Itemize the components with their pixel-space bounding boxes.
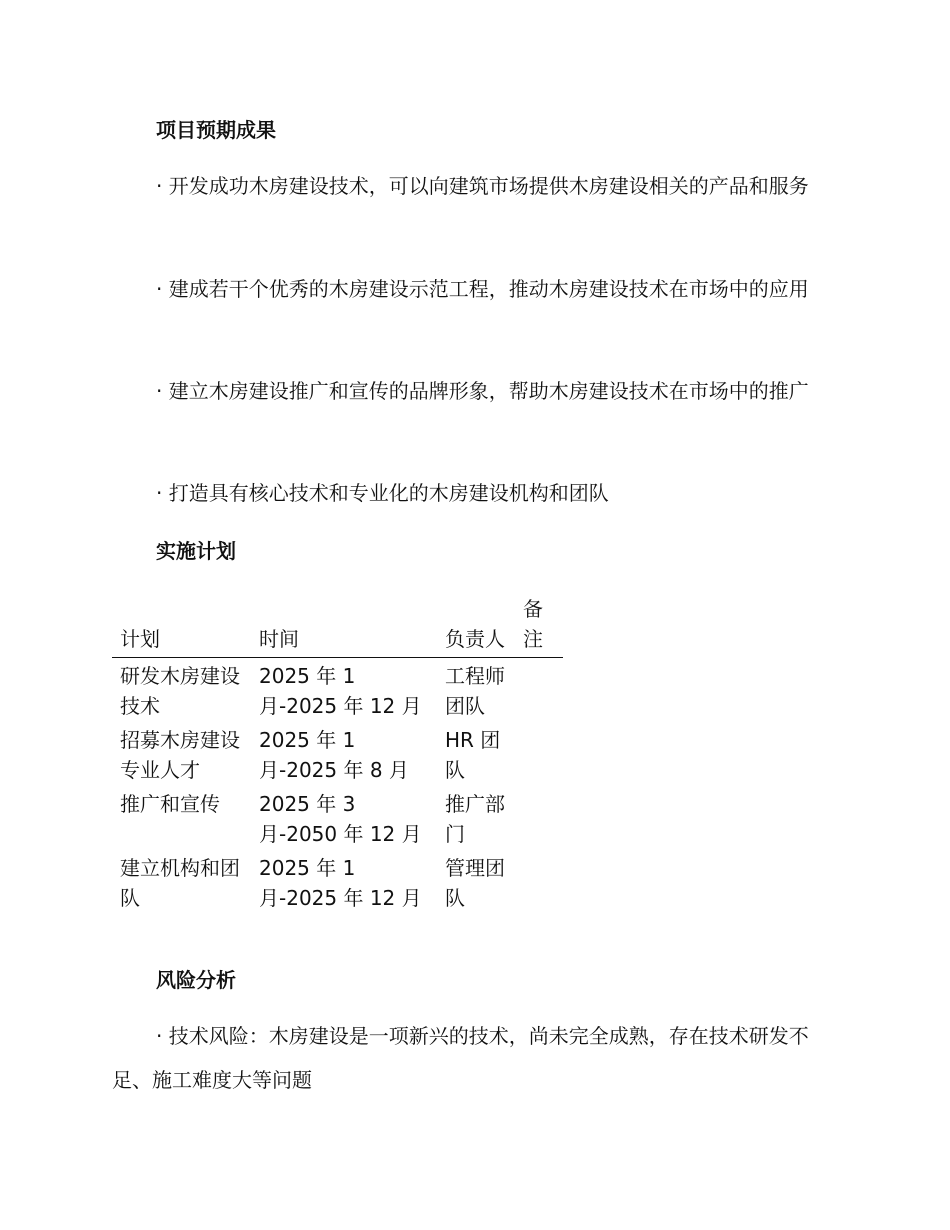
plan-time-cell: 2025 年 1 月-2025 年 8 月	[259, 728, 409, 782]
plan-time-cell: 2025 年 1 月-2025 年 12 月	[259, 856, 422, 910]
plan-owner-cell: 推广部门	[445, 792, 505, 846]
plan-task-cell: 研发木房建设技术	[120, 664, 240, 718]
plan-owner-cell: HR 团队	[445, 728, 501, 782]
table-header-row	[112, 594, 563, 658]
table-row	[112, 658, 563, 723]
table-row	[112, 722, 563, 786]
plan-task-cell: 推广和宣传	[120, 792, 220, 816]
plan-note-cell	[515, 850, 563, 914]
table-row	[112, 786, 563, 850]
outcome-bullet-1: · 开发成功木房建设技术，可以向建筑市场提供木房建设相关的产品和服务	[156, 174, 809, 198]
plan-note-cell	[515, 658, 563, 723]
plan-time-cell: 2025 年 1 月-2025 年 12 月	[259, 664, 422, 718]
plan-task-cell: 招募木房建设专业人才	[120, 728, 240, 782]
plan-owner-cell: 管理团队	[445, 856, 505, 910]
plan-task-cell: 建立机构和团队	[120, 856, 240, 910]
section-heading-outcomes: 项目预期成果	[156, 118, 276, 142]
outcome-bullet-4: · 打造具有核心技术和专业化的木房建设机构和团队	[156, 481, 609, 505]
outcome-bullet-3: · 建立木房建设推广和宣传的品牌形象，帮助木房建设技术在市场中的推广	[156, 379, 809, 403]
column-header-owner: 负责人	[437, 594, 515, 658]
column-header-plan: 计划	[112, 594, 251, 658]
column-header-time: 时间	[251, 594, 437, 658]
section-heading-plan: 实施计划	[156, 539, 236, 563]
column-header-note: 备注	[515, 594, 563, 658]
plan-note-cell	[515, 722, 563, 786]
table-row	[112, 850, 563, 914]
risk-bullet-1: · 技术风险：木房建设是一项新兴的技术，尚未完全成熟，存在技术研发不足、施工难度大等问题	[112, 1024, 809, 1092]
plan-note-cell	[515, 786, 563, 850]
outcome-bullet-2: · 建成若干个优秀的木房建设示范工程，推动木房建设技术在市场中的应用	[156, 277, 809, 301]
plan-owner-cell: 工程师团队	[445, 664, 505, 718]
implementation-plan-table	[112, 594, 563, 914]
section-heading-risks: 风险分析	[156, 968, 236, 992]
plan-time-cell: 2025 年 3 月-2050 年 12 月	[259, 792, 422, 846]
